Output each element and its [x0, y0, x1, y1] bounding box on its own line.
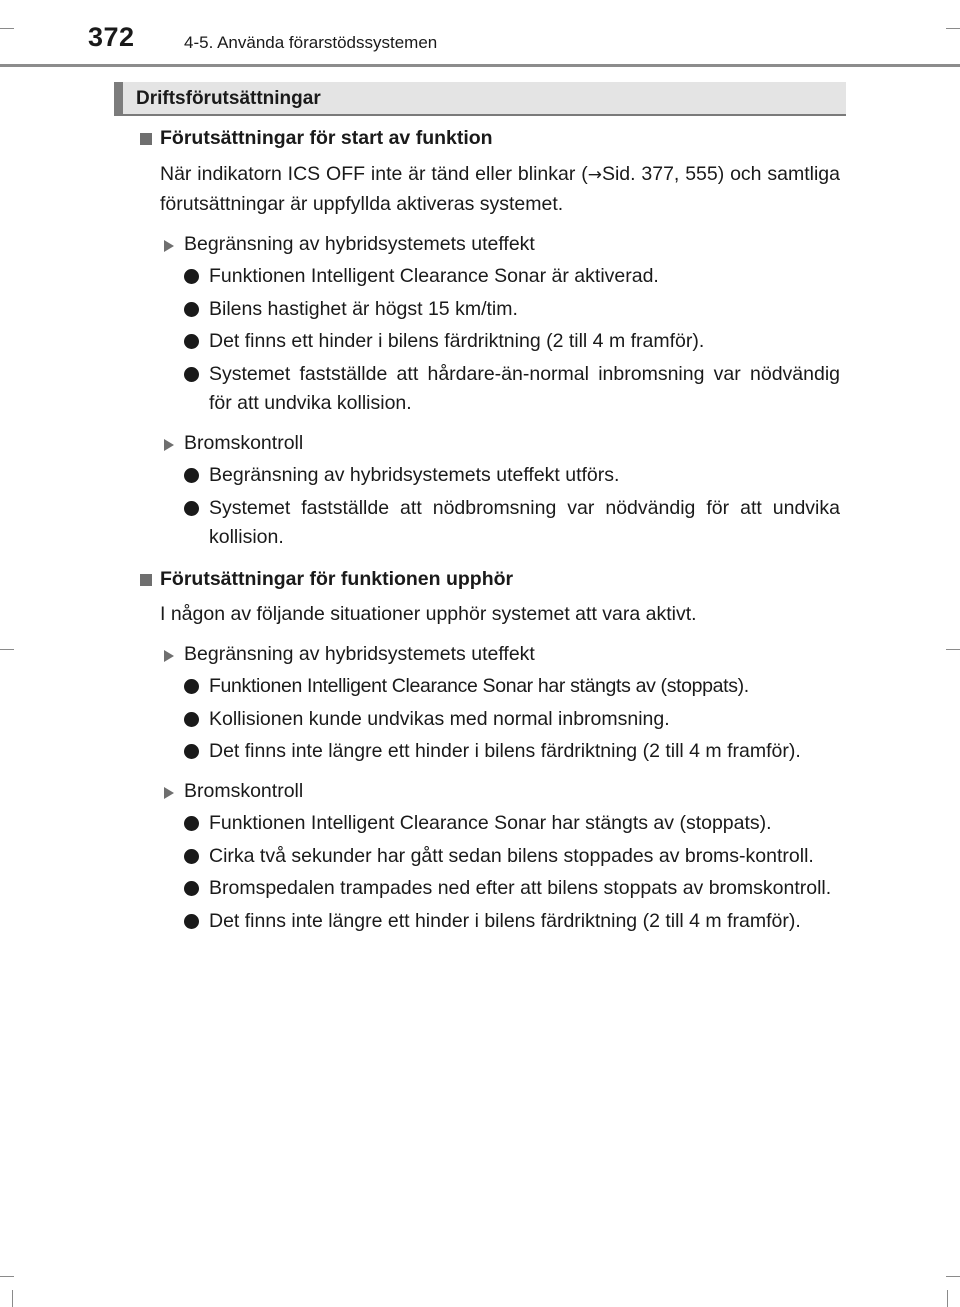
stop-heading-text: Förutsättningar för funktionen upphör: [160, 567, 514, 590]
start-intro-after: och samtliga förutsättningar är uppfyllda aktiveras systemet.: [160, 162, 840, 215]
triangle-bullet-icon: [164, 439, 174, 451]
bullet-dot-icon: [184, 849, 199, 864]
start-group-2: [138, 429, 840, 459]
triangle-bullet-icon: [164, 787, 174, 799]
list-item-text: Funktionen Intelligent Clearance Sonar har stängts av (stoppats).: [209, 812, 772, 834]
start-group-1-label: Begränsning av hybridsystemets uteffekt: [184, 232, 535, 255]
list-item-text: Begränsning av hybridsystemets uteffekt utförs.: [209, 464, 620, 486]
bullet-dot-icon: [184, 302, 199, 317]
list-item-text: Det finns inte längre ett hinder i bilens färdriktning (2 till 4 m framför).: [209, 740, 801, 762]
list-item: [138, 461, 840, 491]
crop-mark: [946, 649, 960, 650]
section-title-bar: [114, 82, 123, 114]
page-number: 372: [88, 22, 135, 52]
bullet-dot-icon: [184, 468, 199, 483]
bullet-dot-icon: [184, 712, 199, 727]
bullet-dot-icon: [184, 334, 199, 349]
bullet-dot-icon: [184, 679, 199, 694]
crop-mark: [946, 28, 960, 29]
stop-group-2-label: Bromskontroll: [184, 779, 304, 802]
list-item-text: Det finns ett hinder i bilens färdriktning (2 till 4 m framför).: [209, 330, 705, 352]
start-intro-before: När indikatorn ICS OFF inte är tänd eller blinkar (: [160, 162, 588, 185]
list-item-text: Bromspedalen trampades ned efter att bilens stoppats av bromskontroll.: [209, 877, 832, 899]
stop-group-1-label: Begränsning av hybridsystemets uteffekt: [184, 642, 535, 665]
stop-heading: [138, 565, 840, 595]
header-rule: [0, 64, 960, 67]
square-bullet-icon: [140, 574, 152, 586]
list-item-text: Funktionen Intelligent Clearance Sonar har stängts av (stoppats).: [209, 675, 749, 697]
start-intro: [138, 160, 840, 220]
start-group-1: [138, 230, 840, 260]
list-item: [138, 494, 840, 553]
triangle-bullet-icon: [164, 240, 174, 252]
bullet-dot-icon: [184, 744, 199, 759]
stop-intro: I någon av följande situationer upphör systemet att vara aktivt.: [160, 603, 697, 625]
crop-mark: [0, 649, 14, 650]
list-item: [138, 705, 840, 735]
start-group-2-label: Bromskontroll: [184, 431, 304, 454]
list-item: [138, 672, 840, 702]
running-header: 4-5. Använda förarstödssystemen: [184, 33, 438, 52]
bullet-dot-icon: [184, 881, 199, 896]
page-content: [138, 124, 840, 936]
list-item-text: Cirka två sekunder har gått sedan bilens stoppades av broms-kontroll.: [209, 844, 814, 867]
list-item: [138, 360, 840, 419]
start-heading: [138, 124, 840, 154]
list-item-text: Systemet fastställde att nödbromsning var nödvändig för att undvika kollision.: [209, 496, 840, 548]
list-item: [138, 262, 840, 292]
crop-mark: [0, 1276, 14, 1277]
list-item-text: Bilens hastighet är högst 15 km/tim.: [209, 297, 518, 320]
list-item-text: Funktionen Intelligent Clearance Sonar är aktiverad.: [209, 265, 659, 287]
section-title-box: [114, 82, 846, 116]
list-item: [138, 842, 840, 872]
list-item-text: Systemet fastställde att hårdare-än-normal inbromsning var nödvändig för att undvika kollision.: [209, 362, 840, 414]
bullet-dot-icon: [184, 816, 199, 831]
bullet-dot-icon: [184, 914, 199, 929]
reference-arrow-icon: →: [587, 164, 602, 185]
crop-mark: [12, 1290, 13, 1307]
bullet-dot-icon: [184, 501, 199, 516]
list-item: [138, 874, 840, 904]
crop-mark: [947, 1290, 948, 1307]
triangle-bullet-icon: [164, 650, 174, 662]
section-title: Driftsförutsättningar: [136, 88, 321, 109]
list-item: [138, 327, 840, 357]
list-item: [138, 809, 840, 839]
list-item-text: Det finns inte längre ett hinder i bilens färdriktning (2 till 4 m framför).: [209, 909, 801, 932]
stop-group-1: [138, 640, 840, 670]
start-heading-text: Förutsättningar för start av funktion: [160, 127, 493, 149]
crop-mark: [946, 1276, 960, 1277]
page-reference-link[interactable]: Sid. 377, 555): [601, 162, 725, 185]
list-item-text: Kollisionen kunde undvikas med normal inbromsning.: [209, 707, 670, 730]
list-item: [138, 295, 840, 325]
list-item: [138, 737, 840, 767]
crop-mark: [0, 28, 14, 29]
bullet-dot-icon: [184, 269, 199, 284]
bullet-dot-icon: [184, 367, 199, 382]
stop-group-2: [138, 777, 840, 807]
square-bullet-icon: [140, 133, 152, 145]
list-item: [138, 907, 840, 937]
